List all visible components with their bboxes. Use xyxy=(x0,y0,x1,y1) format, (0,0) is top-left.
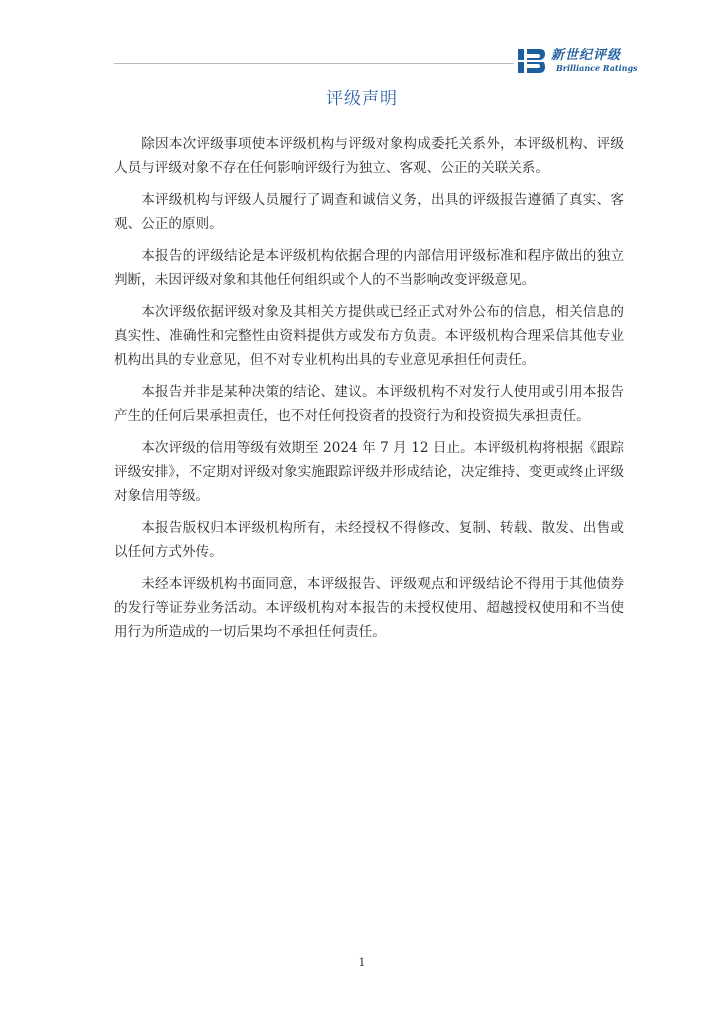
brand-logo xyxy=(518,44,638,80)
paragraph-5: 本报告并非是某种决策的结论、建议。本评级机构不对发行人使用或引用本报告产生的任何后果承担责任，也不对任何投资者的投资行为和投资损失承担责任。 xyxy=(114,384,624,424)
paragraph-3: 本报告的评级结论是本评级机构依据合理的内部信用评级标准和程序做出的独立判断，未因评级对象和其他任何组织或个人的不当影响改变评级意见。 xyxy=(114,248,624,288)
logo-chinese-name: 新世纪评级 xyxy=(551,48,622,63)
page-header xyxy=(0,0,724,84)
paragraph-7: 本报告版权归本评级机构所有，未经授权不得修改、复制、转载、散发、出售或以任何方式外传。 xyxy=(114,520,624,560)
header-rule xyxy=(114,63,514,64)
paragraph-1: 除因本次评级事项使本评级机构与评级对象构成委托关系外，本评级机构、评级人员与评级对象不存在任何影响评级行为独立、客观、公正的关联关系。 xyxy=(114,136,624,176)
logo-english-name: Brilliance Ratings xyxy=(556,63,638,73)
paragraph-4: 本次评级依据评级对象及其相关方提供或已经正式对外公布的信息，相关信息的真实性、准确性和完整性由资料提供方或发布方负责。本评级机构合理采信其他专业机构出具的专业意见，但不对专业机构出具的专业意见承担任何责任。 xyxy=(114,304,624,368)
paragraph-2: 本评级机构与评级人员履行了调查和诚信义务，出具的评级报告遵循了真实、客观、公正的原则。 xyxy=(114,192,624,232)
paragraph-6: 本次评级的信用等级有效期至 2024 年 7 月 12 日止。本评级机构将根据《跟踪评级安排》，不定期对评级对象实施跟踪评级并形成结论，决定维持、变更或终止评级对象信用等级。 xyxy=(114,440,624,504)
statement-body xyxy=(114,132,624,652)
paragraph-8: 未经本评级机构书面同意，本评级报告、评级观点和评级结论不得用于其他债券的发行等证券业务活动。本评级机构对本报告的未授权使用、超越授权使用和不当使用行为所造成的一切后果均不承担任何责任。 xyxy=(114,576,624,640)
page-title: 评级声明 xyxy=(326,89,398,109)
sb-monogram-icon xyxy=(518,46,546,76)
page-number: 1 xyxy=(358,956,366,969)
